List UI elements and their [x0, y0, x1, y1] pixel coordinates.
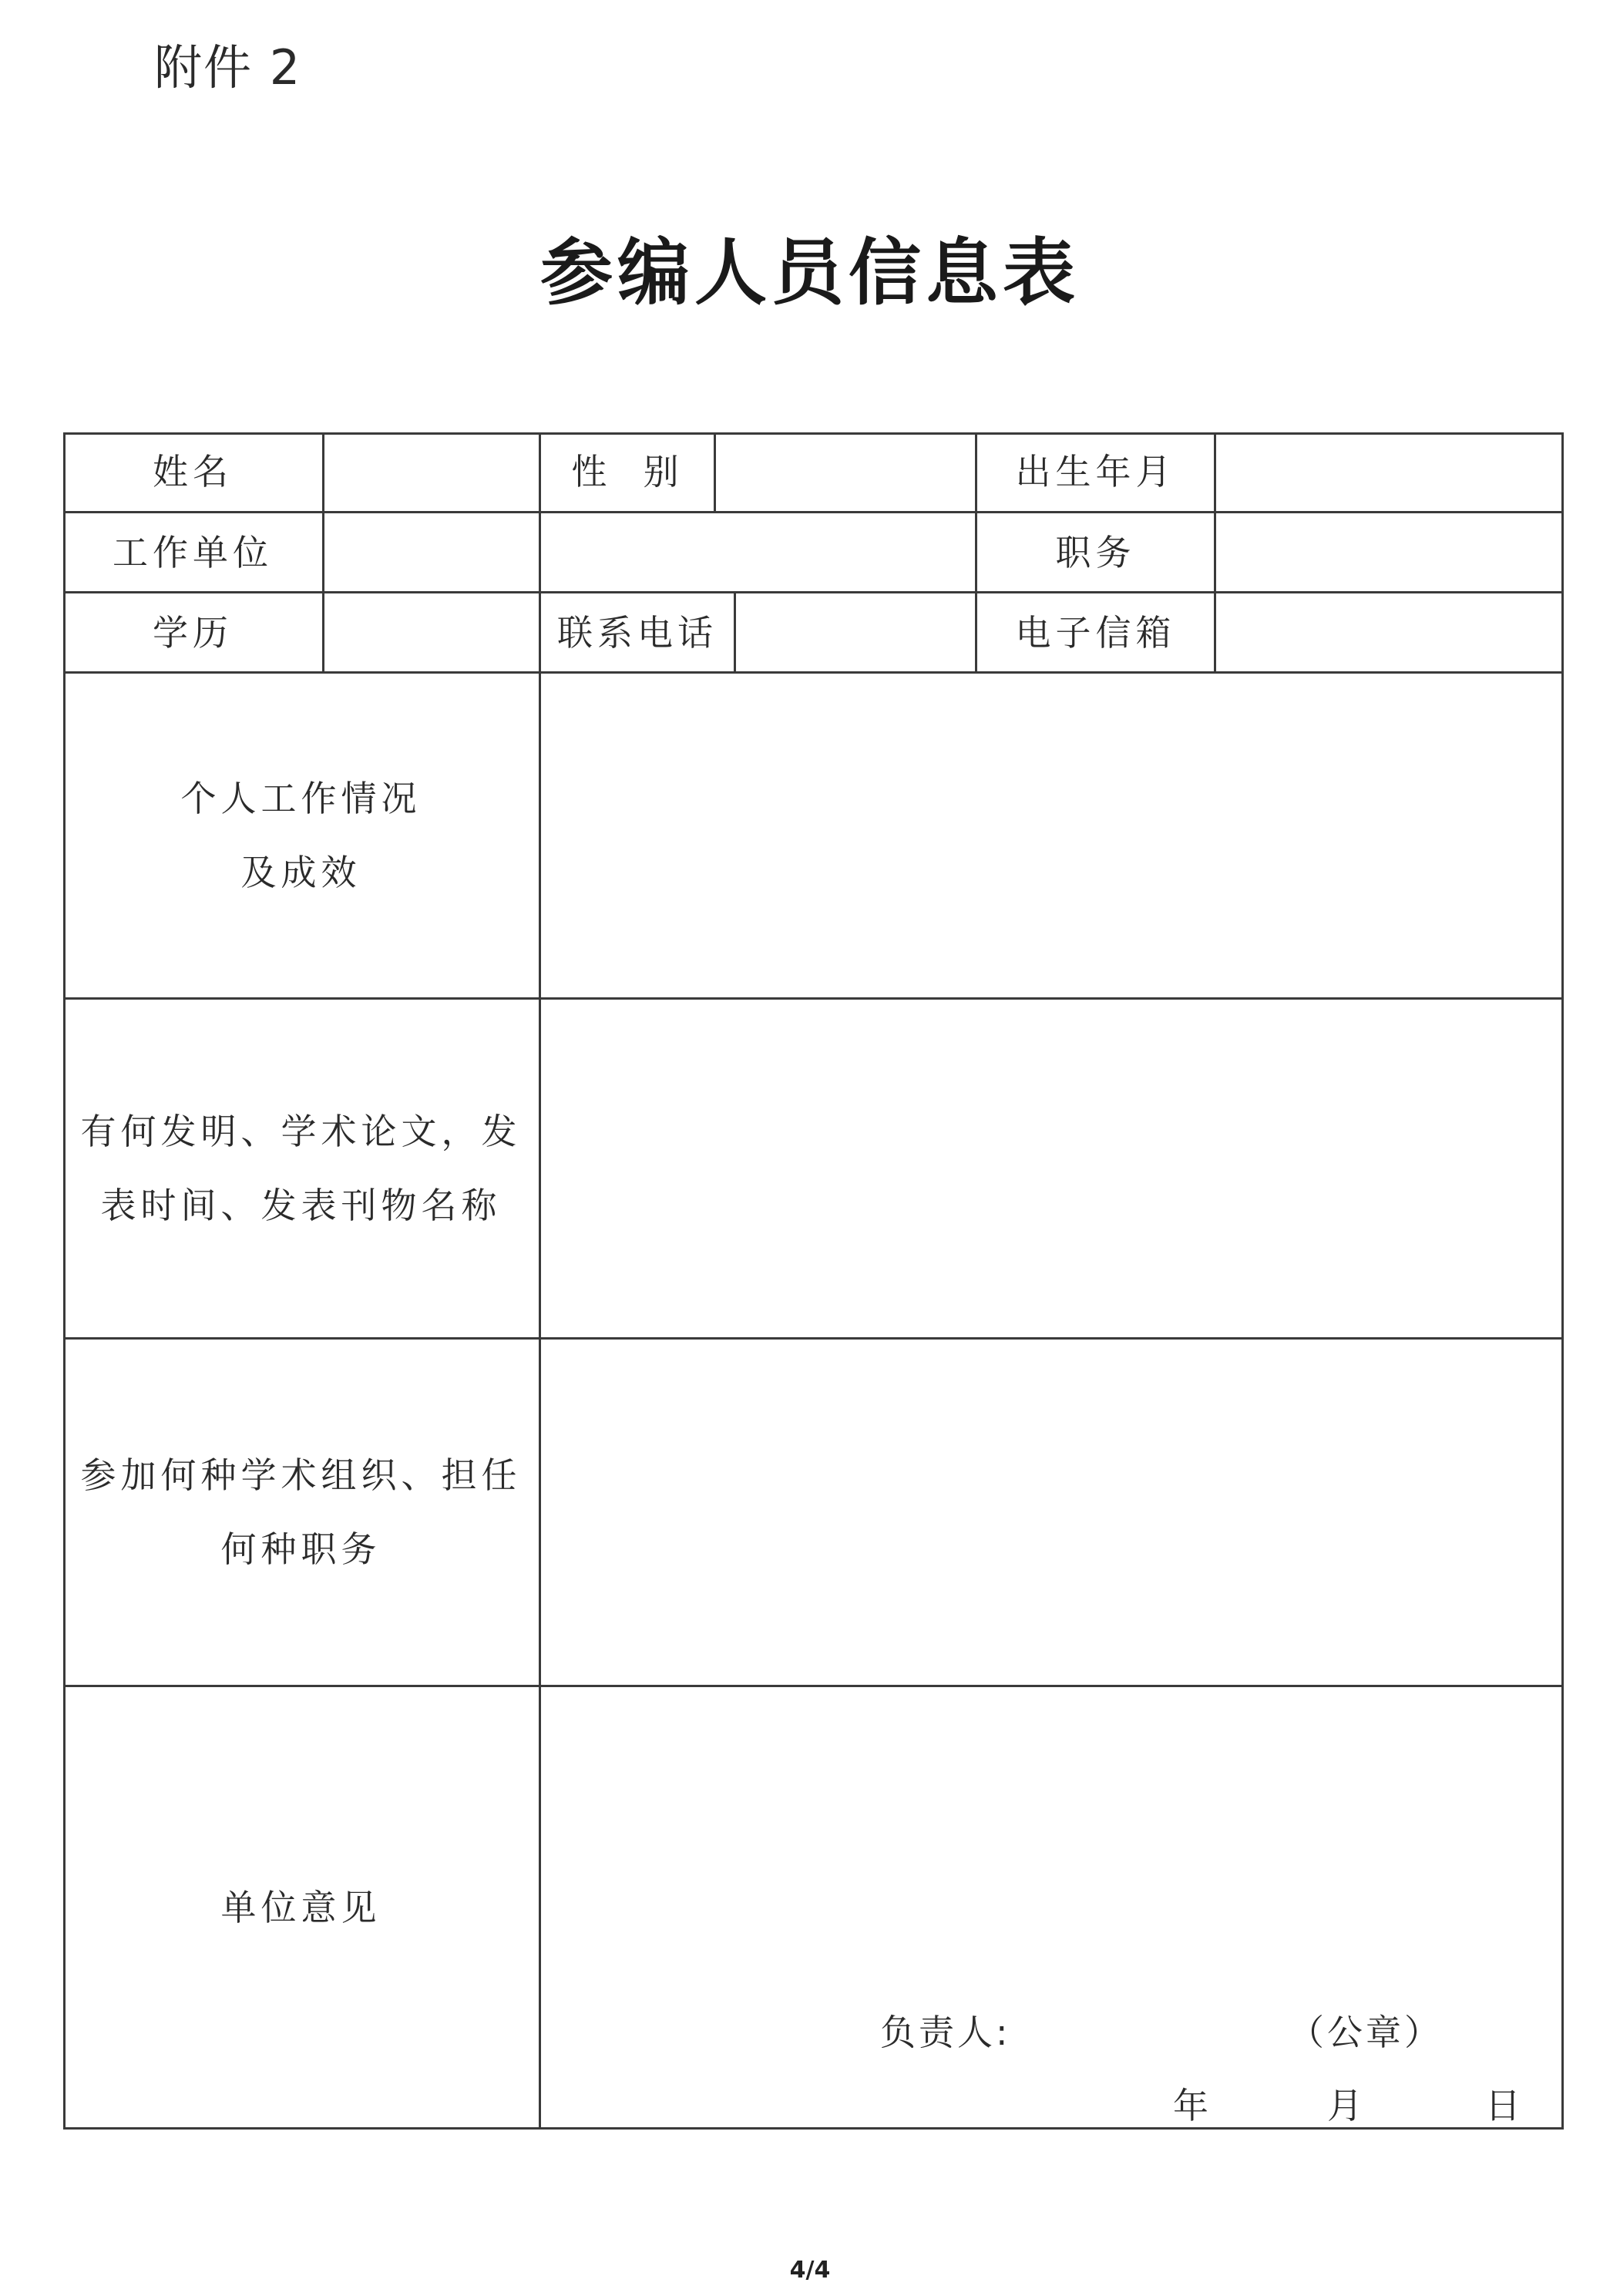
birth-date-field[interactable] — [1216, 435, 1561, 511]
year-label: 年 — [1173, 2085, 1212, 2126]
unit-opinion-field[interactable] — [541, 1687, 1561, 2127]
name-label: 姓名 — [153, 451, 233, 492]
info-form-table — [63, 432, 1564, 2130]
phone-field[interactable] — [736, 593, 975, 671]
attachment-label: 附件 2 — [154, 39, 302, 96]
position-label: 职务 — [1055, 531, 1136, 573]
table-border-right — [1561, 432, 1564, 2130]
gender-field[interactable] — [716, 435, 975, 511]
seal-label: （公章） — [1289, 2012, 1443, 2053]
gender-label: 性 别 — [571, 451, 684, 492]
email-label: 电子信箱 — [1015, 611, 1176, 654]
position-field[interactable] — [1216, 513, 1561, 591]
page-title: 参编人员信息表 — [539, 231, 1080, 315]
workplace-label: 工作单位 — [113, 531, 273, 573]
unit-opinion-label: 单位意见 — [220, 1886, 381, 1928]
work-situation-field[interactable] — [541, 674, 1561, 997]
inventions-field[interactable] — [541, 1000, 1561, 1337]
inventions-label — [63, 1000, 539, 1337]
organizations-field[interactable] — [541, 1340, 1561, 1685]
name-field[interactable] — [324, 435, 539, 511]
page-number: 4/4 — [789, 2257, 831, 2284]
workplace-field[interactable] — [324, 513, 975, 591]
inventions-label-line1: 有何发明、学术论文，发 — [80, 1111, 522, 1152]
email-field[interactable] — [1216, 593, 1561, 671]
responsible-label: 负责人: — [880, 2012, 1011, 2053]
education-label: 学历 — [153, 611, 233, 654]
month-label: 月 — [1327, 2085, 1366, 2126]
education-field[interactable] — [324, 593, 539, 671]
work-situation-label-line2: 及成效 — [240, 852, 361, 893]
phone-label: 联系电话 — [557, 611, 718, 654]
work-situation-label-line1: 个人工作情况 — [180, 778, 422, 819]
organizations-label-line1: 参加何种学术组织、担任 — [80, 1454, 522, 1496]
organizations-label-line2: 何种职务 — [220, 1528, 381, 1570]
day-label: 日 — [1485, 2085, 1524, 2126]
inventions-label-line2: 表时间、发表刊物名称 — [100, 1185, 502, 1226]
work-situation-label — [63, 674, 539, 997]
birth-date-label: 出生年月 — [1015, 451, 1176, 492]
organizations-label — [63, 1340, 539, 1685]
